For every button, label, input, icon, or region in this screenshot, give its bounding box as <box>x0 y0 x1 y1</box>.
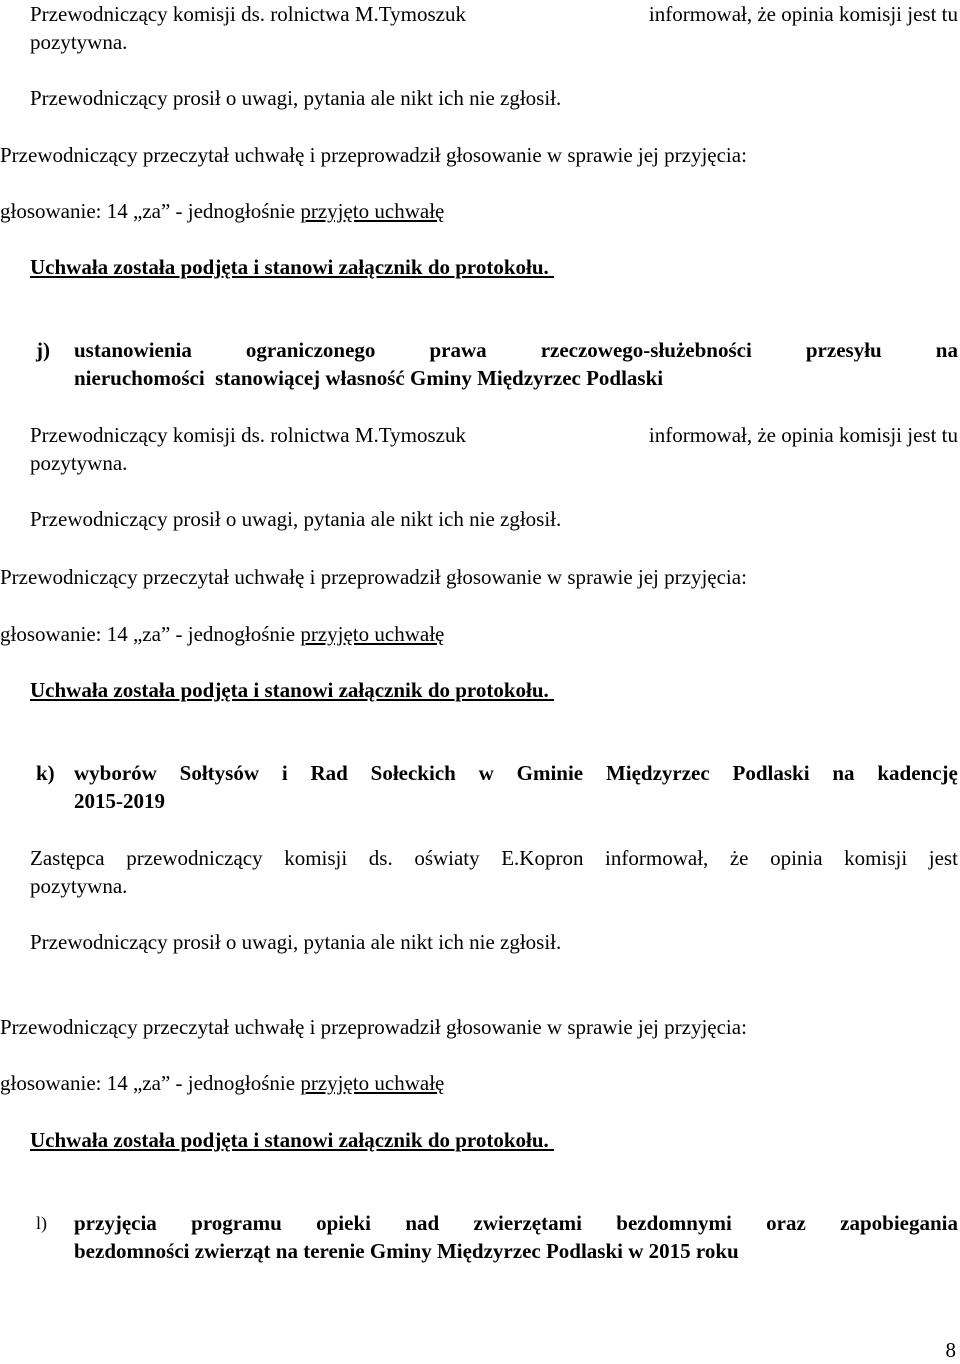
top-informed-b: informował, że opinia komisji jest tu <box>648 2 958 26</box>
section-l-word: zwierzętami <box>473 1211 582 1235</box>
section-k-informed-word: Zastępca <box>30 846 105 870</box>
section-j-word: na <box>935 338 958 362</box>
section-l-word: oraz <box>766 1211 806 1235</box>
section-k-vote-link: przyjęto uchwałę <box>300 1071 445 1095</box>
section-k-word: Gminie <box>516 761 584 785</box>
section-k-informed-word: opinia <box>770 846 823 870</box>
section-k-informed-word: ds. <box>368 846 393 870</box>
section-j-word: prawa <box>429 338 487 362</box>
section-k-title-line2: 2015-2019 <box>74 789 165 813</box>
section-k-informed-word: E.Kopron <box>501 846 584 870</box>
section-k-label: k) <box>36 761 55 785</box>
section-k-read: Przewodniczący przeczytał uchwałę i przeprowadził głosowanie w sprawie jej przyjęcia: <box>0 1015 747 1039</box>
top-asked: Przewodniczący prosił o uwagi, pytania ale nikt ich nie zgłosił. <box>30 86 562 110</box>
section-k-informed-word: jest <box>928 846 958 870</box>
section-j-label: j) <box>36 338 50 362</box>
section-j-vote-prefix: głosowanie: 14 „za” - jednogłośnie <box>0 622 296 646</box>
section-k-word: Podlaski <box>732 761 810 785</box>
section-j-informed-a: Przewodniczący komisji ds. rolnictwa M.Tymoszuk <box>30 423 466 447</box>
section-j-word: przesyłu <box>805 338 882 362</box>
section-k-asked: Przewodniczący prosił o uwagi, pytania ale nikt ich nie zgłosił. <box>30 930 562 954</box>
section-l-word: nad <box>405 1211 440 1235</box>
section-j-word: rzeczowego-służebności <box>540 338 752 362</box>
section-l-word: programu <box>191 1211 282 1235</box>
section-k-informed-c: pozytywna. <box>30 874 128 898</box>
section-j-heading <box>36 336 958 392</box>
top-resolution <box>30 253 554 281</box>
section-k-informed-word: że <box>729 846 749 870</box>
section-k-word: Międzyrzec <box>605 761 710 785</box>
section-l-word: opieki <box>316 1211 371 1235</box>
section-l-word: bezdomnymi <box>616 1211 732 1235</box>
top-read: Przewodniczący przeczytał uchwałę i przeprowadził głosowanie w sprawie jej przyjęcia: <box>0 143 747 167</box>
section-k-informed-word: informował, <box>605 846 709 870</box>
top-resolution-text: Uchwała została podjęta i stanowi załącznik do protokołu. <box>30 255 549 279</box>
section-k-word: wyborów <box>74 761 157 785</box>
top-informed-a: Przewodniczący komisji ds. rolnictwa M.Tymoszuk <box>30 2 466 26</box>
section-j-vote <box>0 620 444 648</box>
section-j-resolution <box>30 676 554 704</box>
section-l-heading <box>36 1209 958 1265</box>
top-informed-line <box>30 0 958 28</box>
section-j-title-line1 <box>74 336 958 364</box>
section-k-informed-line <box>30 844 958 872</box>
section-k-heading <box>36 759 958 815</box>
section-j-read: Przewodniczący przeczytał uchwałę i przeprowadził głosowanie w sprawie jej przyjęcia: <box>0 565 747 589</box>
section-l-label: l) <box>36 1213 47 1233</box>
section-k-resolution <box>30 1126 554 1154</box>
section-k-word: w <box>478 761 494 785</box>
section-k-title-line1 <box>74 759 958 787</box>
section-k-vote-prefix: głosowanie: 14 „za” - jednogłośnie <box>0 1071 296 1095</box>
top-vote-prefix: głosowanie: 14 „za” - jednogłośnie <box>0 199 296 223</box>
top-vote-link: przyjęto uchwałę <box>300 199 445 223</box>
section-l-title-line2: bezdomności zwierząt na terenie Gminy Międzyrzec Podlaski w 2015 roku <box>74 1239 739 1263</box>
section-k-word: na <box>832 761 855 785</box>
section-k-word: i <box>281 761 288 785</box>
top-vote <box>0 197 444 225</box>
section-l-word: zapobiegania <box>840 1211 958 1235</box>
section-k-word: kadencję <box>877 761 958 785</box>
section-j-resolution-text: Uchwała została podjęta i stanowi załącznik do protokołu. <box>30 678 549 702</box>
section-k-word: Sołeckich <box>370 761 456 785</box>
section-k-informed-word: komisji <box>844 846 908 870</box>
page-number: 8 <box>945 1338 956 1362</box>
section-k-resolution-text: Uchwała została podjęta i stanowi załącznik do protokołu. <box>30 1128 549 1152</box>
section-l-word: przyjęcia <box>74 1211 157 1235</box>
section-k-word: Sołtysów <box>179 761 260 785</box>
section-l-title-line1 <box>74 1209 958 1237</box>
section-k-informed-word: oświaty <box>414 846 480 870</box>
section-j-asked: Przewodniczący prosił o uwagi, pytania ale nikt ich nie zgłosił. <box>30 507 562 531</box>
section-j-vote-link: przyjęto uchwałę <box>300 622 445 646</box>
section-j-informed-c: pozytywna. <box>30 451 128 475</box>
section-j-informed-b: informował, że opinia komisji jest tu <box>648 423 958 447</box>
section-j-word: ograniczonego <box>245 338 376 362</box>
section-j-word: ustanowienia <box>74 338 192 362</box>
section-j-title-line2: nieruchomości stanowiącej własność Gminy Międzyrzec Podlaski <box>74 366 664 390</box>
section-k-informed-word: komisji <box>284 846 348 870</box>
top-informed-c: pozytywna. <box>30 30 128 54</box>
section-k-informed-word: przewodniczący <box>126 846 263 870</box>
section-k-vote <box>0 1069 444 1097</box>
section-k-word: Rad <box>310 761 348 785</box>
section-j-informed-line <box>30 421 958 449</box>
